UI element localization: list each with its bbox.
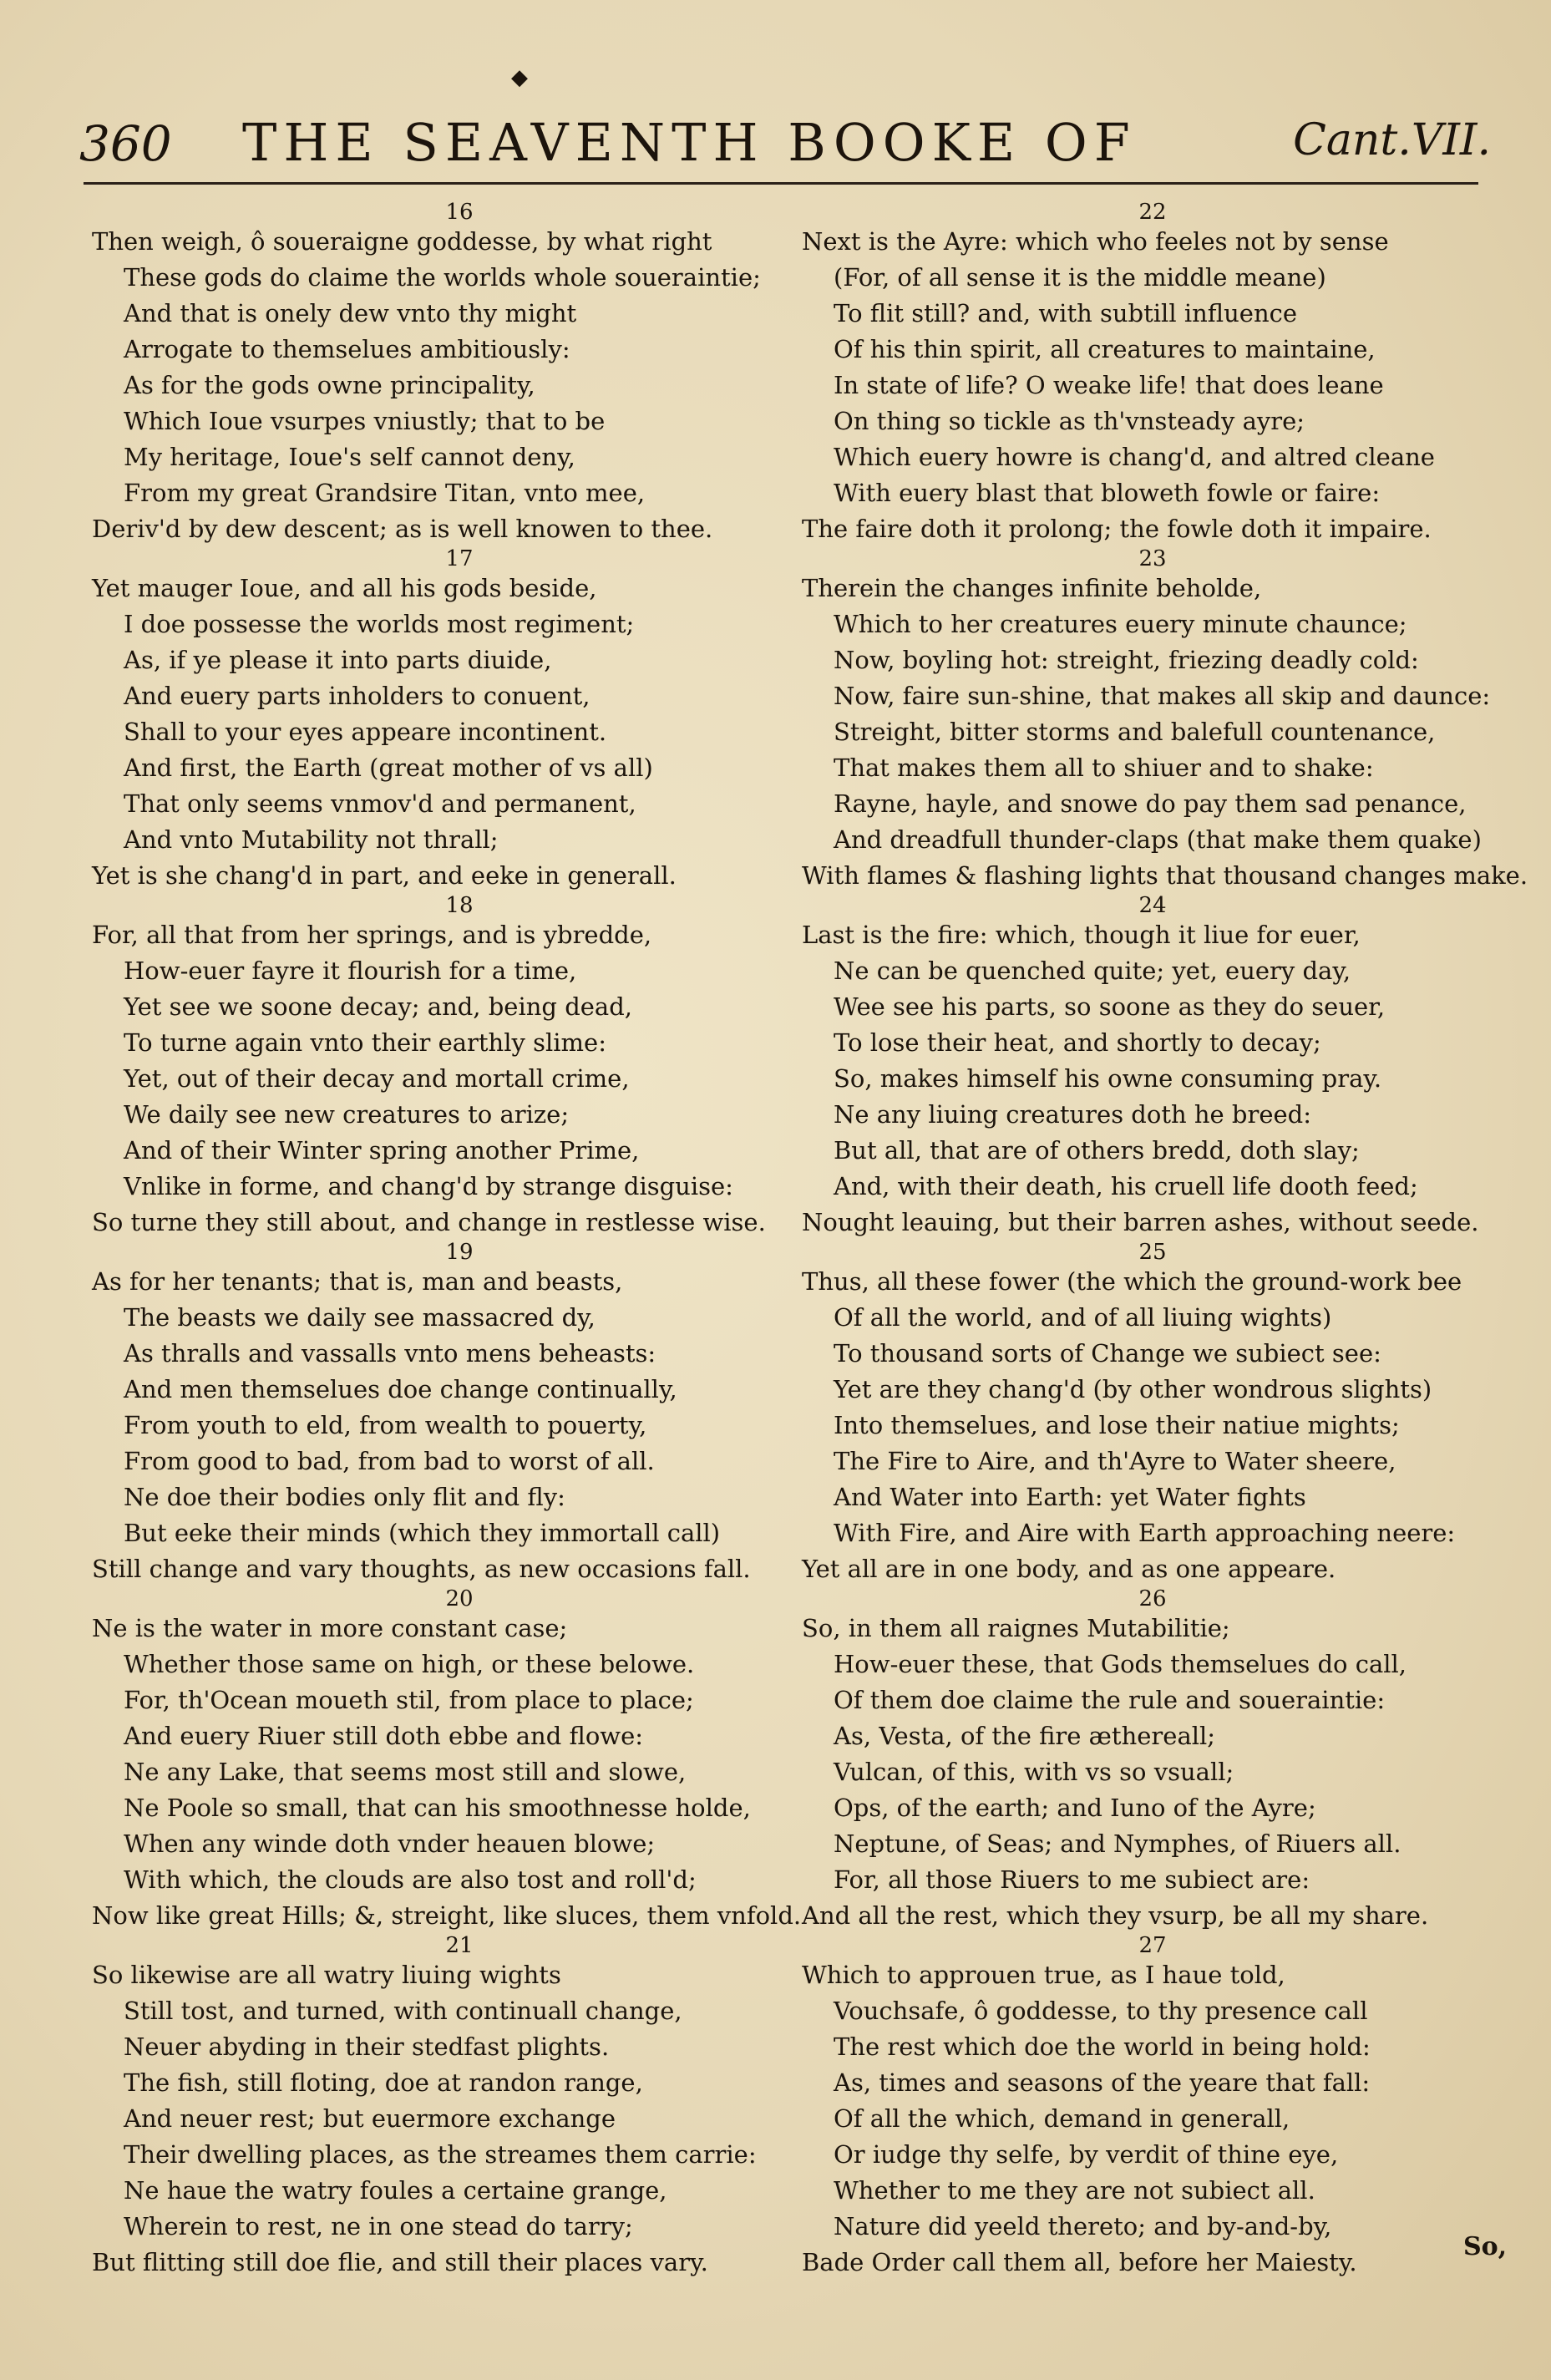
right-column: [802, 200, 1528, 2281]
stanza-number: 26: [1138, 1586, 1167, 1611]
verse-line: Now, faire sun-shine, that makes all skip and daunce:: [834, 682, 1491, 710]
verse-line: My heritage, Ioue's self cannot deny,: [124, 443, 575, 471]
verse-line: With Fire, and Aire with Earth approaching neere:: [834, 1519, 1456, 1547]
verse-line: For, all that from her springs, and is ybredde,: [92, 921, 652, 949]
verse-line: Shall to your eyes appeare incontinent.: [124, 718, 607, 746]
verse-line: And neuer rest; but euermore exchange: [124, 2104, 616, 2133]
verse-line: Of all the world, and of all liuing wights): [834, 1303, 1332, 1332]
verse-line: But all, that are of others bredd, doth slay;: [834, 1136, 1360, 1165]
verse-line: Which to her creatures euery minute chaunce;: [834, 610, 1407, 638]
stanza: [802, 546, 1528, 894]
verse-line: Ne any Lake, that seems most still and slowe,: [124, 1758, 687, 1786]
verse-line: And euery Riuer still doth ebbe and flowe:: [124, 1722, 644, 1750]
verse-line: As for her tenants; that is, man and beasts,: [92, 1267, 623, 1296]
stanza: [92, 1934, 827, 2281]
verse-line: Into themselues, and lose their natiue mights;: [834, 1411, 1400, 1439]
verse-line: Next is the Ayre: which who feeles not by sense: [802, 227, 1389, 256]
verse-line: For, th'Ocean moueth stil, from place to place;: [124, 1686, 694, 1714]
verse-line: Streight, bitter storms and balefull countenance,: [834, 718, 1436, 746]
verse-line: And vnto Mutability not thrall;: [124, 825, 499, 854]
verse-line: These gods do claime the worlds whole soueraintie;: [124, 263, 761, 292]
stanza-number: 17: [445, 546, 474, 571]
verse-line: Ne can be quenched quite; yet, euery day,: [834, 957, 1351, 985]
verse-line: With euery blast that bloweth fowle or faire:: [834, 479, 1381, 507]
stanza: [92, 1587, 827, 1934]
verse-line: As, times and seasons of the yeare that fall:: [834, 2068, 1371, 2097]
verse-line: Ne doe their bodies only flit and fly:: [124, 1483, 565, 1511]
stanza-number: 18: [445, 893, 474, 918]
stanza: [92, 1241, 827, 1587]
verse-line: Yet all are in one body, and as one appeare.: [802, 1555, 1336, 1583]
verse-line: With which, the clouds are also tost and roll'd;: [124, 1865, 697, 1894]
verse-line: Ops, of the earth; and Iuno of the Ayre;: [834, 1794, 1316, 1822]
verse-line: Ne haue the watry foules a certaine grange,: [124, 2176, 667, 2205]
running-title: THE SEAVENTH BOOKE OF: [242, 112, 1137, 173]
verse-line: So likewise are all watry liuing wights: [92, 1961, 561, 1989]
verse-line: To turne again vnto their earthly slime:: [124, 1028, 606, 1057]
verse-line: So, makes himself his owne consuming pray.: [834, 1064, 1382, 1093]
verse-line: For, all those Riuers to me subiect are:: [834, 1865, 1310, 1894]
verse-line: From my great Grandsire Titan, vnto mee,: [124, 479, 646, 507]
verse-line: As for the gods owne principality,: [124, 371, 535, 399]
verse-line: And first, the Earth (great mother of vs all): [124, 754, 653, 782]
verse-line: Ne any liuing creatures doth he breed:: [834, 1100, 1312, 1129]
ornament-mark: ◆: [511, 65, 528, 90]
page-number: 360: [79, 115, 172, 172]
verse-line: Vouchsafe, ô goddesse, to thy presence call: [834, 1997, 1368, 2025]
stanza-number: 19: [445, 1240, 474, 1265]
verse-line: And that is onely dew vnto thy might: [124, 299, 577, 327]
verse-line: Their dwelling places, as the streames them carrie:: [124, 2140, 757, 2169]
verse-line: Vulcan, of this, with vs so vsuall;: [834, 1758, 1234, 1786]
verse-line: Whether those same on high, or these belowe.: [124, 1650, 695, 1678]
verse-line: To lose their heat, and shortly to decay;: [834, 1028, 1321, 1057]
left-column: [92, 200, 827, 2281]
verse-line: And dreadfull thunder-claps (that make them quake): [834, 825, 1482, 854]
verse-line: Of them doe claime the rule and soueraintie:: [834, 1686, 1386, 1714]
verse-line: Wee see his parts, so soone as they do seuer,: [834, 992, 1386, 1021]
verse-line: Which Ioue vsurpes vniustly; that to be: [124, 407, 606, 435]
verse-line: The fish, still floting, doe at randon range,: [124, 2068, 643, 2097]
canto-label: Cant.VII.: [1293, 115, 1491, 165]
verse-line: (For, of all sense it is the middle meane): [834, 263, 1326, 292]
stanza: [802, 1587, 1503, 1934]
verse-line: Or iudge thy selfe, by verdit of thine eye,: [834, 2140, 1339, 2169]
stanza: [92, 200, 827, 547]
verse-line: Deriv'd by dew descent; as is well knowen to thee.: [92, 515, 713, 543]
verse-line: With flames & flashing lights that thousand changes make.: [802, 861, 1528, 890]
verse-line: Last is the fire: which, though it liue for euer,: [802, 921, 1361, 949]
verse-line: And Water into Earth: yet Water fights: [834, 1483, 1306, 1511]
verse-line: Bade Order call them all, before her Maiesty.: [802, 2248, 1357, 2276]
verse-line: As, if ye please it into parts diuide,: [124, 646, 552, 674]
verse-line: From good to bad, from bad to worst of all.: [124, 1447, 655, 1475]
stanza: [92, 547, 827, 894]
header-rule: [84, 182, 1478, 185]
verse-line: Now like great Hills; &, streight, like sluces, them vnfold.: [92, 1901, 802, 1930]
verse-line: Vnlike in forme, and chang'd by strange disguise:: [124, 1172, 733, 1200]
verse-line: When any winde doth vnder heauen blowe;: [124, 1829, 656, 1858]
verse-line: Neptune, of Seas; and Nymphes, of Riuers all.: [834, 1829, 1401, 1858]
verse-line: Still tost, and turned, with continuall change,: [124, 1997, 682, 2025]
verse-line: Nature did yeeld thereto; and by-and-by,: [834, 2212, 1332, 2240]
verse-line: To thousand sorts of Change we subiect see:: [834, 1339, 1381, 1368]
verse-line: As thralls and vassalls vnto mens beheasts:: [124, 1339, 656, 1368]
verse-line: So turne they still about, and change in restlesse wise.: [92, 1208, 766, 1236]
verse-line: Whether to me they are not subiect all.: [834, 2176, 1315, 2205]
verse-line: Yet see we soone decay; and, being dead,: [124, 992, 632, 1021]
stanza: [802, 1241, 1503, 1587]
verse-line: On thing so tickle as th'vnsteady ayre;: [834, 407, 1305, 435]
verse-line: And of their Winter spring another Prime,: [124, 1136, 640, 1165]
verse-line: Which euery howre is chang'd, and altred cleane: [834, 443, 1435, 471]
verse-line: And all the rest, which they vsurp, be all my share.: [802, 1901, 1429, 1930]
verse-line: Therein the changes infinite beholde,: [802, 574, 1262, 602]
verse-line: From youth to eld, from wealth to pouerty,: [124, 1411, 647, 1439]
stanza-number: 22: [1138, 200, 1167, 225]
verse-line: How-euer fayre it flourish for a time,: [124, 957, 577, 985]
verse-line: So, in them all raignes Mutabilitie;: [802, 1614, 1230, 1642]
stanza: [802, 894, 1503, 1241]
catchword: So,: [1463, 2232, 1508, 2261]
stanza-number: 23: [1138, 546, 1167, 571]
running-header: [79, 100, 1491, 175]
verse-line: We daily see new creatures to arize;: [124, 1100, 570, 1129]
verse-line: Yet are they chang'd (by other wondrous slights): [834, 1375, 1432, 1403]
verse-line: Then weigh, ô soueraigne goddesse, by what right: [92, 227, 712, 256]
verse-line: Thus, all these fower (the which the ground-work bee: [802, 1267, 1462, 1296]
verse-line: The beasts we daily see massacred dy,: [124, 1303, 596, 1332]
verse-line: The faire doth it prolong; the fowle doth it impaire.: [802, 515, 1432, 543]
verse-line: Ne Poole so small, that can his smoothnesse holde,: [124, 1794, 751, 1822]
verse-line: The Fire to Aire, and th'Ayre to Water sheere,: [834, 1447, 1396, 1475]
stanza-number: 21: [445, 1933, 474, 1958]
verse-line: In state of life? O weake life! that does leane: [834, 371, 1384, 399]
stanza: [92, 894, 827, 1241]
stanza-number: 20: [445, 1586, 474, 1611]
verse-line: Of his thin spirit, all creatures to maintaine,: [834, 335, 1376, 363]
verse-line: Ne is the water in more constant case;: [92, 1614, 568, 1642]
stanza-number: 16: [445, 200, 474, 225]
verse-line: And men themselues doe change continually,: [124, 1375, 677, 1403]
verse-line: Of all the which, demand in generall,: [834, 2104, 1290, 2133]
verse-line: Arrogate to themselues ambitiously:: [124, 335, 570, 363]
verse-line: Which to approuen true, as I haue told,: [802, 1961, 1285, 1989]
verse-line: Rayne, hayle, and snowe do pay them sad penance,: [834, 789, 1467, 818]
verse-line: Yet, out of their decay and mortall crime,: [124, 1064, 630, 1093]
verse-line: That only seems vnmov'd and permanent,: [124, 789, 636, 818]
verse-line: But flitting still doe flie, and still their places vary.: [92, 2248, 708, 2276]
verse-line: As, Vesta, of the fire æthereall;: [834, 1722, 1216, 1750]
verse-line: And euery parts inholders to conuent,: [124, 682, 590, 710]
stanza-number: 25: [1138, 1240, 1167, 1265]
stanza-number: 27: [1138, 1933, 1167, 1958]
verse-line: And, with their death, his cruell life dooth feed;: [834, 1172, 1418, 1200]
verse-line: Yet is she chang'd in part, and eeke in generall.: [92, 861, 677, 890]
verse-line: The rest which doe the world in being hold:: [834, 2032, 1371, 2061]
verse-line: To flit still? and, with subtill influence: [834, 299, 1298, 327]
stanza: [802, 200, 1503, 547]
stanza: [802, 1934, 1503, 2281]
verse-line: Now, boyling hot: streight, friezing deadly cold:: [834, 646, 1419, 674]
verse-line: I doe possesse the worlds most regiment;: [124, 610, 635, 638]
stanza-number: 24: [1138, 893, 1167, 918]
verse-line: That makes them all to shiuer and to shake:: [834, 754, 1374, 782]
verse-line: Still change and vary thoughts, as new occasions fall.: [92, 1555, 751, 1583]
verse-line: How-euer these, that Gods themselues do call,: [834, 1650, 1407, 1678]
verse-line: Yet mauger Ioue, and all his gods beside,: [92, 574, 597, 602]
verse-line: Neuer abyding in their stedfast plights.: [124, 2032, 610, 2061]
verse-line: Wherein to rest, ne in one stead do tarry;: [124, 2212, 633, 2240]
verse-line: But eeke their minds (which they immortall call): [124, 1519, 721, 1547]
verse-line: Nought leauing, but their barren ashes, without seede.: [802, 1208, 1479, 1236]
